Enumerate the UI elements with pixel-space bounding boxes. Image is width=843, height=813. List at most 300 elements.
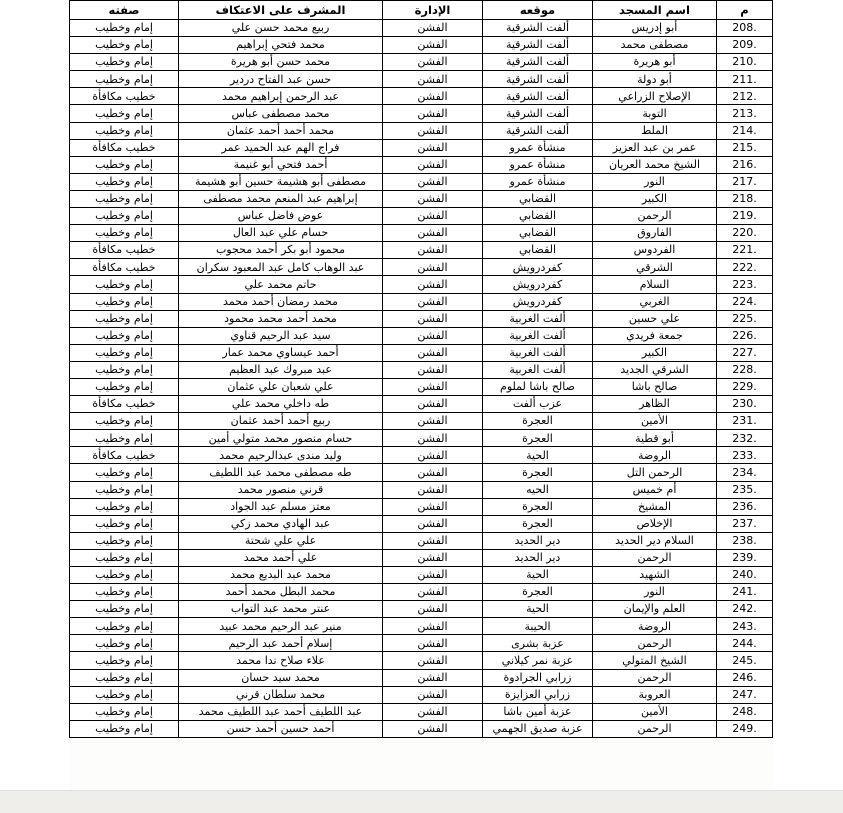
cell-location: عزبة نمر كيلاني — [483, 652, 593, 669]
cell-location: عزبة بشرى — [483, 635, 593, 652]
cell-administration: الفشن — [383, 669, 483, 686]
cell-mosque: الرحمن التل — [593, 464, 717, 481]
column-header-role: صفته — [70, 1, 179, 20]
cell-role: إمام وخطيب — [70, 635, 179, 652]
cell-location: عزبة صديق الجهمي — [483, 720, 593, 737]
cell-number: 211. — [717, 71, 773, 88]
cell-number: 225. — [717, 310, 773, 327]
cell-number: 212. — [717, 88, 773, 105]
cell-number: 243. — [717, 618, 773, 635]
cell-mosque: الرحمن — [593, 549, 717, 566]
cell-number: 215. — [717, 139, 773, 156]
cell-supervisor: محمد البطل محمد أحمد — [179, 584, 383, 601]
cell-supervisor: عبد مبروك عبد العظيم — [179, 361, 383, 378]
cell-role: إمام وخطيب — [70, 156, 179, 173]
table-row — [70, 601, 773, 618]
cell-location: منشأة عمرو — [483, 139, 593, 156]
cell-administration: الفشن — [383, 601, 483, 618]
cell-supervisor: حسام منصور محمد متولي أمين — [179, 430, 383, 447]
cell-location: العجرة — [483, 430, 593, 447]
cell-administration: الفشن — [383, 549, 483, 566]
cell-mosque: الكبير — [593, 344, 717, 361]
cell-role: إمام وخطيب — [70, 225, 179, 242]
cell-administration: الفشن — [383, 156, 483, 173]
table-row — [70, 567, 773, 584]
cell-number: 231. — [717, 413, 773, 430]
cell-supervisor: محمد حسن أبو هريرة — [179, 54, 383, 71]
cell-administration: الفشن — [383, 71, 483, 88]
cell-number: 227. — [717, 344, 773, 361]
cell-administration: الفشن — [383, 720, 483, 737]
table-row — [70, 413, 773, 430]
cell-role: إمام وخطيب — [70, 515, 179, 532]
table-row — [70, 173, 773, 190]
cell-role: خطيب مكافأة — [70, 242, 179, 259]
cell-supervisor: معتز مسلم عبد الجواد — [179, 498, 383, 515]
cell-role: إمام وخطيب — [70, 208, 179, 225]
cell-location: منشأة عمرو — [483, 173, 593, 190]
cell-mosque: الإصلاح الزراعي — [593, 88, 717, 105]
cell-supervisor: عبد الهادي محمد زكي — [179, 515, 383, 532]
cell-supervisor: طه داخلي محمد علي — [179, 396, 383, 413]
cell-role: إمام وخطيب — [70, 310, 179, 327]
table-row — [70, 122, 773, 139]
cell-number: 249. — [717, 720, 773, 737]
cell-role: إمام وخطيب — [70, 720, 179, 737]
cell-mosque: أم خميس — [593, 481, 717, 498]
cell-mosque: الكبير — [593, 190, 717, 207]
cell-administration: الفشن — [383, 225, 483, 242]
cell-administration: الفشن — [383, 173, 483, 190]
cell-location: القضابي — [483, 225, 593, 242]
cell-role: إمام وخطيب — [70, 293, 179, 310]
cell-location: الحية — [483, 447, 593, 464]
table-row — [70, 669, 773, 686]
cell-administration: الفشن — [383, 276, 483, 293]
table-row — [70, 293, 773, 310]
cell-number: 210. — [717, 54, 773, 71]
table-row — [70, 720, 773, 737]
cell-number: 234. — [717, 464, 773, 481]
cell-administration: الفشن — [383, 396, 483, 413]
cell-administration: الفشن — [383, 618, 483, 635]
table-row — [70, 190, 773, 207]
cell-role: خطيب مكافأة — [70, 396, 179, 413]
cell-administration: الفشن — [383, 413, 483, 430]
cell-mosque: النور — [593, 173, 717, 190]
cell-location: العجرة — [483, 515, 593, 532]
cell-location: ألفت الشرقية — [483, 88, 593, 105]
cell-supervisor: أحمد فتحي أبو غنيمة — [179, 156, 383, 173]
cell-administration: الفشن — [383, 293, 483, 310]
table-row — [70, 344, 773, 361]
cell-number: 233. — [717, 447, 773, 464]
roster-table-container — [70, 0, 773, 738]
cell-mosque: الشيخ محمد العريان — [593, 156, 717, 173]
cell-number: 217. — [717, 173, 773, 190]
cell-administration: الفشن — [383, 584, 483, 601]
cell-administration: الفشن — [383, 652, 483, 669]
cell-location: الحية — [483, 601, 593, 618]
cell-supervisor: علاء صلاح ندا محمد — [179, 652, 383, 669]
cell-administration: الفشن — [383, 208, 483, 225]
table-row — [70, 105, 773, 122]
cell-role: إمام وخطيب — [70, 361, 179, 378]
cell-number: 236. — [717, 498, 773, 515]
cell-administration: الفشن — [383, 37, 483, 54]
cell-role: إمام وخطيب — [70, 567, 179, 584]
cell-number: 235. — [717, 481, 773, 498]
cell-number: 238. — [717, 532, 773, 549]
table-row — [70, 156, 773, 173]
cell-mosque: الرحمن — [593, 635, 717, 652]
cell-role: خطيب مكافأة — [70, 88, 179, 105]
cell-mosque: الفردوس — [593, 242, 717, 259]
cell-administration: الفشن — [383, 327, 483, 344]
cell-location: ألفت الغربية — [483, 310, 593, 327]
cell-location: الحية — [483, 567, 593, 584]
column-header-mosque: اسم المسجد — [593, 1, 717, 20]
table-row — [70, 549, 773, 566]
cell-mosque: الشرقي الجديد — [593, 361, 717, 378]
cell-mosque: النور — [593, 584, 717, 601]
cell-administration: الفشن — [383, 464, 483, 481]
cell-role: إمام وخطيب — [70, 276, 179, 293]
cell-number: 237. — [717, 515, 773, 532]
table-row — [70, 635, 773, 652]
cell-administration: الفشن — [383, 242, 483, 259]
cell-location: كفردرويش — [483, 259, 593, 276]
cell-location: زرابي الجرادوة — [483, 669, 593, 686]
cell-number: 242. — [717, 601, 773, 618]
cell-mosque: أبو إدريس — [593, 20, 717, 37]
cell-number: 224. — [717, 293, 773, 310]
cell-number: 213. — [717, 105, 773, 122]
cell-supervisor: محمد أحمد محمد محمود — [179, 310, 383, 327]
cell-supervisor: عبد الرحمن إبراهيم محمد — [179, 88, 383, 105]
cell-mosque: علي حسين — [593, 310, 717, 327]
cell-supervisor: حاتم محمد علي — [179, 276, 383, 293]
table-row — [70, 464, 773, 481]
cell-administration: الفشن — [383, 20, 483, 37]
table-row — [70, 276, 773, 293]
cell-mosque: الرحمن — [593, 208, 717, 225]
column-header-number: م — [717, 1, 773, 20]
cell-number: 229. — [717, 378, 773, 395]
table-body — [70, 20, 773, 738]
cell-role: إمام وخطيب — [70, 20, 179, 37]
cell-location: صالح باشا لملوم — [483, 378, 593, 395]
cell-role: إمام وخطيب — [70, 413, 179, 430]
cell-number: 246. — [717, 669, 773, 686]
cell-administration: الفشن — [383, 88, 483, 105]
cell-administration: الفشن — [383, 515, 483, 532]
cell-mosque: الملط — [593, 122, 717, 139]
cell-location: ألفت الشرقية — [483, 122, 593, 139]
cell-mosque: الروضة — [593, 618, 717, 635]
table-row — [70, 139, 773, 156]
cell-supervisor: سيد عبد الرحيم قناوي — [179, 327, 383, 344]
cell-number: 247. — [717, 686, 773, 703]
table-row — [70, 378, 773, 395]
table-row — [70, 54, 773, 71]
cell-location: عزب ألفت — [483, 396, 593, 413]
cell-supervisor: مصطفى أبو هشيمة حسين أبو هشيمة — [179, 173, 383, 190]
cell-supervisor: أحمد حسين أحمد حسن — [179, 720, 383, 737]
cell-role: إمام وخطيب — [70, 549, 179, 566]
table-row — [70, 259, 773, 276]
table-row — [70, 652, 773, 669]
cell-mosque: الرحمن — [593, 669, 717, 686]
column-header-location: موقعه — [483, 1, 593, 20]
cell-administration: الفشن — [383, 259, 483, 276]
table-row — [70, 447, 773, 464]
cell-role: إمام وخطيب — [70, 122, 179, 139]
table-row — [70, 481, 773, 498]
cell-location: ألفت الغربية — [483, 344, 593, 361]
cell-location: العجرة — [483, 464, 593, 481]
cell-location: ألفت الشرقية — [483, 71, 593, 88]
cell-mosque: أبو قطية — [593, 430, 717, 447]
cell-mosque: العروبة — [593, 686, 717, 703]
cell-number: 214. — [717, 122, 773, 139]
cell-location: ألفت الغربية — [483, 361, 593, 378]
cell-administration: الفشن — [383, 310, 483, 327]
cell-location: القضابي — [483, 190, 593, 207]
cell-administration: الفشن — [383, 105, 483, 122]
cell-supervisor: محمد رمضان أحمد محمد — [179, 293, 383, 310]
cell-role: إمام وخطيب — [70, 532, 179, 549]
cell-mosque: عمر بن عبد العزيز — [593, 139, 717, 156]
cell-supervisor: عبد اللطيف أحمد عبد اللطيف محمد — [179, 703, 383, 720]
cell-number: 248. — [717, 703, 773, 720]
cell-role: إمام وخطيب — [70, 430, 179, 447]
cell-number: 209. — [717, 37, 773, 54]
cell-location: كفردرويش — [483, 293, 593, 310]
cell-supervisor: علي شعبان علي عثمان — [179, 378, 383, 395]
cell-mosque: أبو دولة — [593, 71, 717, 88]
cell-location: زرابي العزايزة — [483, 686, 593, 703]
cell-role: إمام وخطيب — [70, 37, 179, 54]
cell-location: منشأة عمرو — [483, 156, 593, 173]
cell-location: دير الحديد — [483, 549, 593, 566]
cell-supervisor: حسن عبد الفتاح دردير — [179, 71, 383, 88]
cell-location: القضابي — [483, 208, 593, 225]
cell-role: إمام وخطيب — [70, 190, 179, 207]
cell-administration: الفشن — [383, 122, 483, 139]
cell-location: العجرة — [483, 584, 593, 601]
cell-number: 216. — [717, 156, 773, 173]
cell-supervisor: عوض فاضل عباس — [179, 208, 383, 225]
cell-supervisor: ربيع أحمد أحمد عثمان — [179, 413, 383, 430]
cell-supervisor: إسلام أحمد عبد الرحيم — [179, 635, 383, 652]
cell-role: إمام وخطيب — [70, 71, 179, 88]
table-row — [70, 225, 773, 242]
cell-number: 223. — [717, 276, 773, 293]
cell-role: إمام وخطيب — [70, 481, 179, 498]
table-row — [70, 618, 773, 635]
cell-location: ألفت الشرقية — [483, 37, 593, 54]
table-row — [70, 242, 773, 259]
cell-mosque: الفاروق — [593, 225, 717, 242]
table-row — [70, 361, 773, 378]
cell-mosque: الغربي — [593, 293, 717, 310]
cell-role: إمام وخطيب — [70, 344, 179, 361]
cell-mosque: الأمين — [593, 413, 717, 430]
cell-mosque: العلم والإيمان — [593, 601, 717, 618]
page-margin-right — [773, 0, 843, 791]
cell-location: كفردرويش — [483, 276, 593, 293]
page-margin-left — [0, 0, 70, 791]
cell-number: 244. — [717, 635, 773, 652]
cell-location: ألفت الشرقية — [483, 105, 593, 122]
cell-number: 221. — [717, 242, 773, 259]
cell-role: خطيب مكافأة — [70, 447, 179, 464]
cell-location: القضابي — [483, 242, 593, 259]
cell-administration: الفشن — [383, 635, 483, 652]
cell-mosque: الشرقي — [593, 259, 717, 276]
cell-mosque: أبو هريرة — [593, 54, 717, 71]
cell-location: العجرة — [483, 498, 593, 515]
cell-supervisor: قرني منصور محمد — [179, 481, 383, 498]
cell-number: 218. — [717, 190, 773, 207]
cell-supervisor: منير عبد الرحيم محمد عبيد — [179, 618, 383, 635]
cell-location: ألفت الشرقية — [483, 54, 593, 71]
table-row — [70, 532, 773, 549]
cell-role: إمام وخطيب — [70, 601, 179, 618]
table-row — [70, 584, 773, 601]
cell-administration: الفشن — [383, 344, 483, 361]
cell-administration: الفشن — [383, 703, 483, 720]
cell-administration: الفشن — [383, 361, 483, 378]
cell-supervisor: عبد الوهاب كامل عبد المعبود سكران — [179, 259, 383, 276]
cell-role: إمام وخطيب — [70, 327, 179, 344]
cell-administration: الفشن — [383, 567, 483, 584]
cell-location: ألفت الشرقية — [483, 20, 593, 37]
cell-number: 232. — [717, 430, 773, 447]
cell-mosque: السلام — [593, 276, 717, 293]
cell-mosque: جمعة فريدي — [593, 327, 717, 344]
cell-mosque: الشهيد — [593, 567, 717, 584]
table-row — [70, 20, 773, 37]
table-header-row — [70, 1, 773, 20]
cell-mosque: الإخلاص — [593, 515, 717, 532]
cell-number: 220. — [717, 225, 773, 242]
cell-supervisor: محمد سيد حسان — [179, 669, 383, 686]
column-header-supervisor: المشرف على الاعتكاف — [179, 1, 383, 20]
cell-role: خطيب مكافأة — [70, 259, 179, 276]
cell-administration: الفشن — [383, 378, 483, 395]
cell-administration: الفشن — [383, 686, 483, 703]
cell-supervisor: علي أحمد محمد — [179, 549, 383, 566]
cell-administration: الفشن — [383, 139, 483, 156]
cell-supervisor: محمود أبو بكر أحمد محجوب — [179, 242, 383, 259]
cell-location: عزبة أمين باشا — [483, 703, 593, 720]
cell-number: 228. — [717, 361, 773, 378]
cell-role: إمام وخطيب — [70, 54, 179, 71]
table-row — [70, 703, 773, 720]
cell-administration: الفشن — [383, 532, 483, 549]
cell-role: خطيب مكافأة — [70, 139, 179, 156]
cell-location: ألفت الغربية — [483, 327, 593, 344]
table-row — [70, 37, 773, 54]
table-row — [70, 310, 773, 327]
cell-supervisor: عنتر محمد عبد التواب — [179, 601, 383, 618]
cell-location: العجرة — [483, 413, 593, 430]
cell-mosque: الظاهر — [593, 396, 717, 413]
cell-location: دير الحديد — [483, 532, 593, 549]
cell-administration: الفشن — [383, 430, 483, 447]
table-row — [70, 430, 773, 447]
cell-location: الحيبة — [483, 618, 593, 635]
cell-supervisor: محمد سلطان قرني — [179, 686, 383, 703]
cell-administration: الفشن — [383, 481, 483, 498]
cell-mosque: مصطفى محمد — [593, 37, 717, 54]
cell-role: إمام وخطيب — [70, 105, 179, 122]
cell-supervisor: فراج الهم عبد الحميد عمر — [179, 139, 383, 156]
cell-administration: الفشن — [383, 190, 483, 207]
cell-administration: الفشن — [383, 54, 483, 71]
cell-administration: الفشن — [383, 498, 483, 515]
cell-location: الحيه — [483, 481, 593, 498]
cell-number: 219. — [717, 208, 773, 225]
cell-supervisor: إبراهيم عبد المنعم محمد مصطفى — [179, 190, 383, 207]
cell-number: 222. — [717, 259, 773, 276]
roster-table — [69, 0, 773, 738]
cell-role: إمام وخطيب — [70, 686, 179, 703]
table-row — [70, 208, 773, 225]
cell-mosque: السلام دير الحديد — [593, 532, 717, 549]
cell-supervisor: محمد فتحي إبراهيم — [179, 37, 383, 54]
cell-mosque: المشيخ — [593, 498, 717, 515]
cell-role: إمام وخطيب — [70, 378, 179, 395]
cell-role: إمام وخطيب — [70, 498, 179, 515]
cell-administration: الفشن — [383, 447, 483, 464]
cell-role: إمام وخطيب — [70, 703, 179, 720]
cell-number: 239. — [717, 549, 773, 566]
cell-number: 230. — [717, 396, 773, 413]
cell-mosque: التوبة — [593, 105, 717, 122]
cell-supervisor: محمد أحمد أحمد عثمان — [179, 122, 383, 139]
cell-supervisor: أحمد عيساوي محمد عمار — [179, 344, 383, 361]
cell-supervisor: ربيع محمد حسن علي — [179, 20, 383, 37]
column-header-administration: الإدارة — [383, 1, 483, 20]
cell-supervisor: محمد عبد البديع محمد — [179, 567, 383, 584]
cell-mosque: الأمين — [593, 703, 717, 720]
cell-mosque: الشيخ المتولي — [593, 652, 717, 669]
cell-mosque: الرحمن — [593, 720, 717, 737]
cell-role: إمام وخطيب — [70, 173, 179, 190]
cell-role: إمام وخطيب — [70, 669, 179, 686]
table-row — [70, 686, 773, 703]
page-footer-strip — [0, 790, 843, 813]
cell-role: إمام وخطيب — [70, 618, 179, 635]
table-row — [70, 327, 773, 344]
table-row — [70, 515, 773, 532]
cell-role: إمام وخطيب — [70, 652, 179, 669]
cell-supervisor: علي علي شحتة — [179, 532, 383, 549]
table-row — [70, 88, 773, 105]
table-row — [70, 396, 773, 413]
cell-role: إمام وخطيب — [70, 464, 179, 481]
cell-number: 241. — [717, 584, 773, 601]
cell-number: 208. — [717, 20, 773, 37]
cell-number: 226. — [717, 327, 773, 344]
cell-mosque: صالح باشا — [593, 378, 717, 395]
cell-number: 245. — [717, 652, 773, 669]
cell-supervisor: حسام علي عبد العال — [179, 225, 383, 242]
cell-role: إمام وخطيب — [70, 584, 179, 601]
